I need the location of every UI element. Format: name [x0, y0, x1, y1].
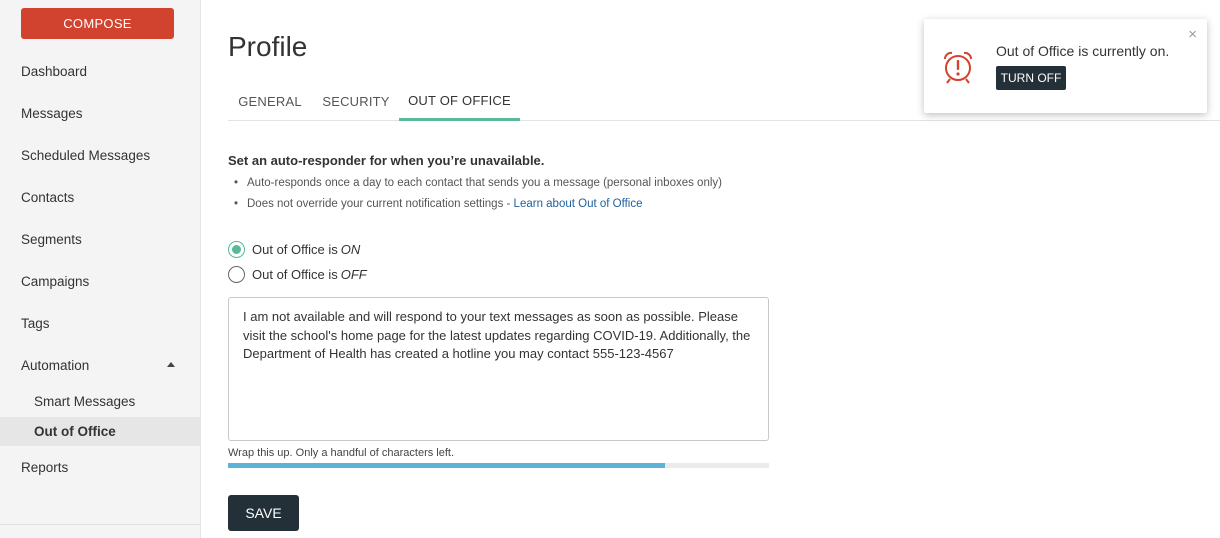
bullet-text: Auto-responds once a day to each contact that sends you a message (personal inboxes only)	[247, 177, 722, 189]
save-button[interactable]: SAVE	[228, 495, 299, 531]
bullet-item	[234, 198, 642, 210]
radio-off[interactable]	[228, 266, 245, 283]
bullet-text: Does not override your current notification settings -	[247, 198, 514, 210]
sidebar-item-tags[interactable]: Tags	[21, 315, 50, 331]
radio-off-state: OFF	[340, 266, 367, 282]
toast-message: Out of Office is currently on.	[996, 43, 1170, 59]
radio-off-option[interactable]	[228, 265, 367, 283]
tab-security[interactable]: SECURITY	[322, 94, 390, 109]
sidebar-subitem-smart-messages[interactable]: Smart Messages	[34, 394, 136, 409]
sidebar-item-campaigns[interactable]: Campaigns	[21, 273, 90, 289]
sidebar-item-automation[interactable]	[0, 350, 201, 380]
character-progress-bar	[228, 463, 769, 468]
sidebar-item-dashboard[interactable]: Dashboard	[21, 63, 88, 79]
radio-on[interactable]	[228, 241, 245, 258]
tab-general[interactable]: GENERAL	[238, 94, 302, 109]
radio-on-label: Out of Office is	[252, 241, 338, 257]
auto-response-textarea[interactable]	[228, 297, 769, 441]
sidebar-item-segments[interactable]: Segments	[21, 231, 82, 247]
sidebar-subitem-out-of-office[interactable]: Out of Office	[0, 417, 201, 446]
radio-on-state: ON	[340, 241, 361, 257]
bullet-dot: •	[234, 198, 239, 210]
caret-up-icon[interactable]	[167, 362, 175, 367]
sidebar-item-contacts[interactable]: Contacts	[21, 189, 75, 205]
tab-out-of-office[interactable]: OUT OF OFFICE	[399, 82, 520, 121]
radio-on-option[interactable]	[228, 240, 360, 258]
turn-off-button[interactable]: TURN OFF	[996, 66, 1066, 90]
bullet-dot: •	[234, 177, 239, 189]
bullet-item	[234, 177, 722, 189]
sidebar-item-label: Automation	[21, 357, 90, 373]
radio-selected-dot	[232, 245, 241, 254]
sidebar-divider	[0, 524, 201, 525]
alarm-clock-alert-icon	[940, 49, 976, 85]
out-of-office-toast	[924, 19, 1207, 113]
learn-more-link[interactable]: Learn about Out of Office	[513, 198, 643, 210]
page-title: Profile	[228, 31, 308, 62]
sidebar-item-messages[interactable]: Messages	[21, 105, 83, 121]
character-limit-hint: Wrap this up. Only a handful of characters left.	[228, 447, 455, 459]
compose-button[interactable]: COMPOSE	[21, 8, 174, 39]
close-icon[interactable]: ×	[1188, 26, 1197, 43]
sidebar-item-scheduled-messages[interactable]: Scheduled Messages	[21, 147, 151, 163]
sidebar-item-reports[interactable]: Reports	[21, 459, 69, 475]
sidebar	[0, 0, 201, 538]
radio-off-label: Out of Office is	[252, 266, 338, 282]
character-progress-fill	[228, 463, 665, 468]
section-heading: Set an auto-responder for when you’re unavailable.	[228, 153, 545, 168]
